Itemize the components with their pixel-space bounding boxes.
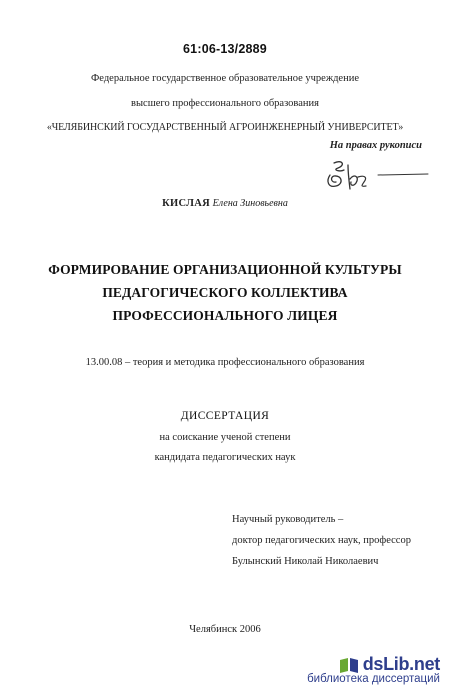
advisor-label: Научный руководитель – xyxy=(232,514,344,525)
institution-line-3: «ЧЕЛЯБИНСКИЙ ГОСУДАРСТВЕННЫЙ АГРОИНЖЕНЕРНЫЙ УНИВЕРСИТЕТ» xyxy=(46,122,404,133)
degree-line-2: кандидата педагогических наук xyxy=(154,452,296,463)
institution-line-2: высшего профессионального образования xyxy=(131,98,319,109)
thesis-title-line-1: ФОРМИРОВАНИЕ ОРГАНИЗАЦИОННОЙ КУЛЬТУРЫ xyxy=(48,262,402,277)
author-name xyxy=(0,198,450,209)
watermark xyxy=(307,654,440,685)
advisor-name: Булынский Николай Николаевич xyxy=(232,556,379,567)
watermark-logo-text: dsLib.net xyxy=(362,654,440,674)
watermark-subtitle: библиотека диссертаций xyxy=(307,673,440,685)
watermark-logo xyxy=(307,654,440,675)
degree-line-1: на соискание ученой степени xyxy=(159,432,291,443)
city-year: Челябинск 2006 xyxy=(189,624,261,635)
specialty-code: 13.00.08 – теория и методика профессионального образования xyxy=(85,357,365,368)
thesis-title-line-2: ПЕДАГОГИЧЕСКОГО КОЛЛЕКТИВА xyxy=(102,285,348,300)
manuscript-note: На правах рукописи xyxy=(329,140,422,151)
institution-line-1: Федеральное государственное образовательное учреждение xyxy=(91,73,359,84)
advisor-degree: доктор педагогических наук, профессор xyxy=(232,535,411,546)
handwritten-signature xyxy=(320,155,430,191)
dissertation-label: ДИССЕРТАЦИЯ xyxy=(180,410,270,422)
catalog-code: 61:06-13/2889 xyxy=(183,42,267,56)
thesis-title-line-3: ПРОФЕССИОНАЛЬНОГО ЛИЦЕЯ xyxy=(112,308,338,323)
author-surname: КИСЛАЯ xyxy=(162,198,211,209)
author-given-names: Елена Зиновьевна xyxy=(212,198,288,209)
book-logo-icon xyxy=(338,656,360,674)
